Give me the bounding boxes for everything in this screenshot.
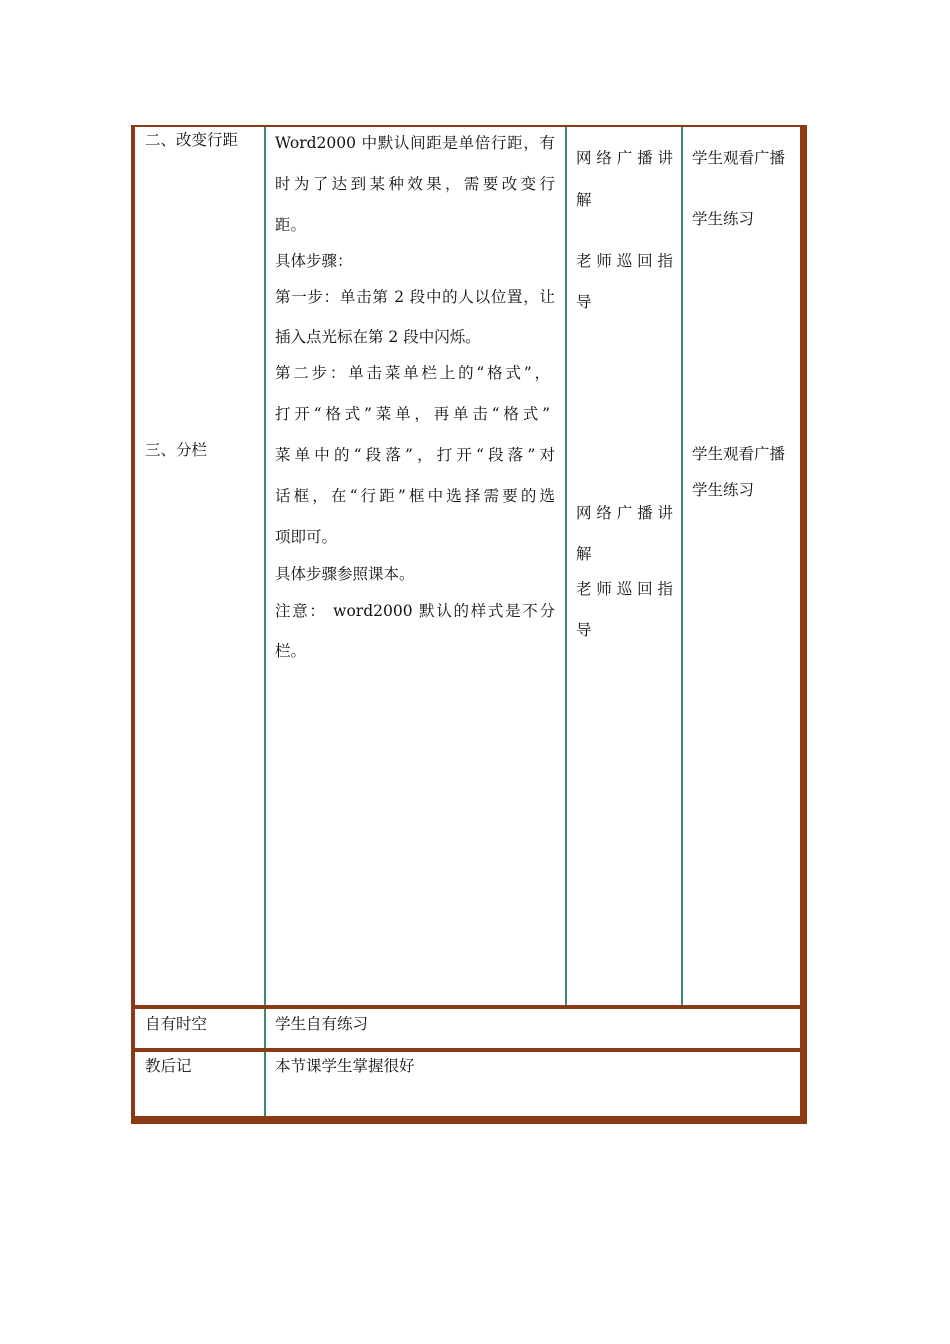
table-frame	[131, 125, 807, 1124]
content-line: 插入点光标在第 2 段中闪烁。	[275, 328, 481, 346]
method-line: 导	[576, 621, 592, 639]
free-time-label: 自有时空	[145, 1015, 208, 1033]
post-lesson-notes-content: 本节课学生掌握很好	[275, 1057, 415, 1075]
method-line: 网络广播讲	[576, 149, 673, 167]
row-divider-free-time	[135, 1048, 800, 1052]
student-activity-line: 学生练习	[692, 481, 755, 499]
column-divider-3	[681, 127, 683, 1007]
row-divider-bottom	[135, 1116, 800, 1120]
column-divider-2	[565, 127, 567, 1007]
content-line: 注意： word2000 默认的样式是不分	[275, 602, 555, 620]
method-line: 导	[576, 293, 592, 311]
student-activity-line: 学生练习	[692, 210, 755, 228]
section-title-line-spacing: 二、改变行距	[145, 131, 239, 149]
content-line: 具体步骤：	[275, 252, 353, 270]
content-line: 第一步：单击第 2 段中的人以位置，让	[275, 288, 555, 306]
method-line: 老师巡回指	[576, 580, 673, 598]
method-line: 老师巡回指	[576, 252, 673, 270]
method-line: 解	[576, 191, 592, 209]
content-line: 菜单中的“段落”，打开“段落”对	[275, 446, 555, 464]
free-time-content: 学生自有练习	[275, 1015, 369, 1033]
content-line: 话框，在“行距”框中选择需要的选	[275, 487, 555, 505]
content-line: 项即可。	[275, 528, 338, 546]
content-line: 具体步骤参照课本。	[275, 565, 415, 583]
content-line: 第二步：单击菜单栏上的“格式”，	[275, 364, 550, 382]
column-divider-1	[264, 127, 266, 1118]
row-divider-main	[135, 1005, 800, 1009]
section-title-columns: 三、分栏	[145, 441, 208, 459]
student-activity-line: 学生观看广播	[692, 445, 786, 463]
content-line: 距。	[275, 216, 307, 234]
content-line: Word2000 中默认间距是单倍行距，有	[275, 134, 555, 152]
method-line: 解	[576, 545, 592, 563]
post-lesson-notes-label: 教后记	[145, 1057, 192, 1075]
content-line: 时为了达到某种效果，需要改变行	[275, 175, 555, 193]
content-line: 栏。	[275, 642, 307, 660]
content-line: 打开“格式”菜单，再单击“格式”	[275, 405, 550, 423]
method-line: 网络广播讲	[576, 504, 673, 522]
student-activity-line: 学生观看广播	[692, 149, 786, 167]
